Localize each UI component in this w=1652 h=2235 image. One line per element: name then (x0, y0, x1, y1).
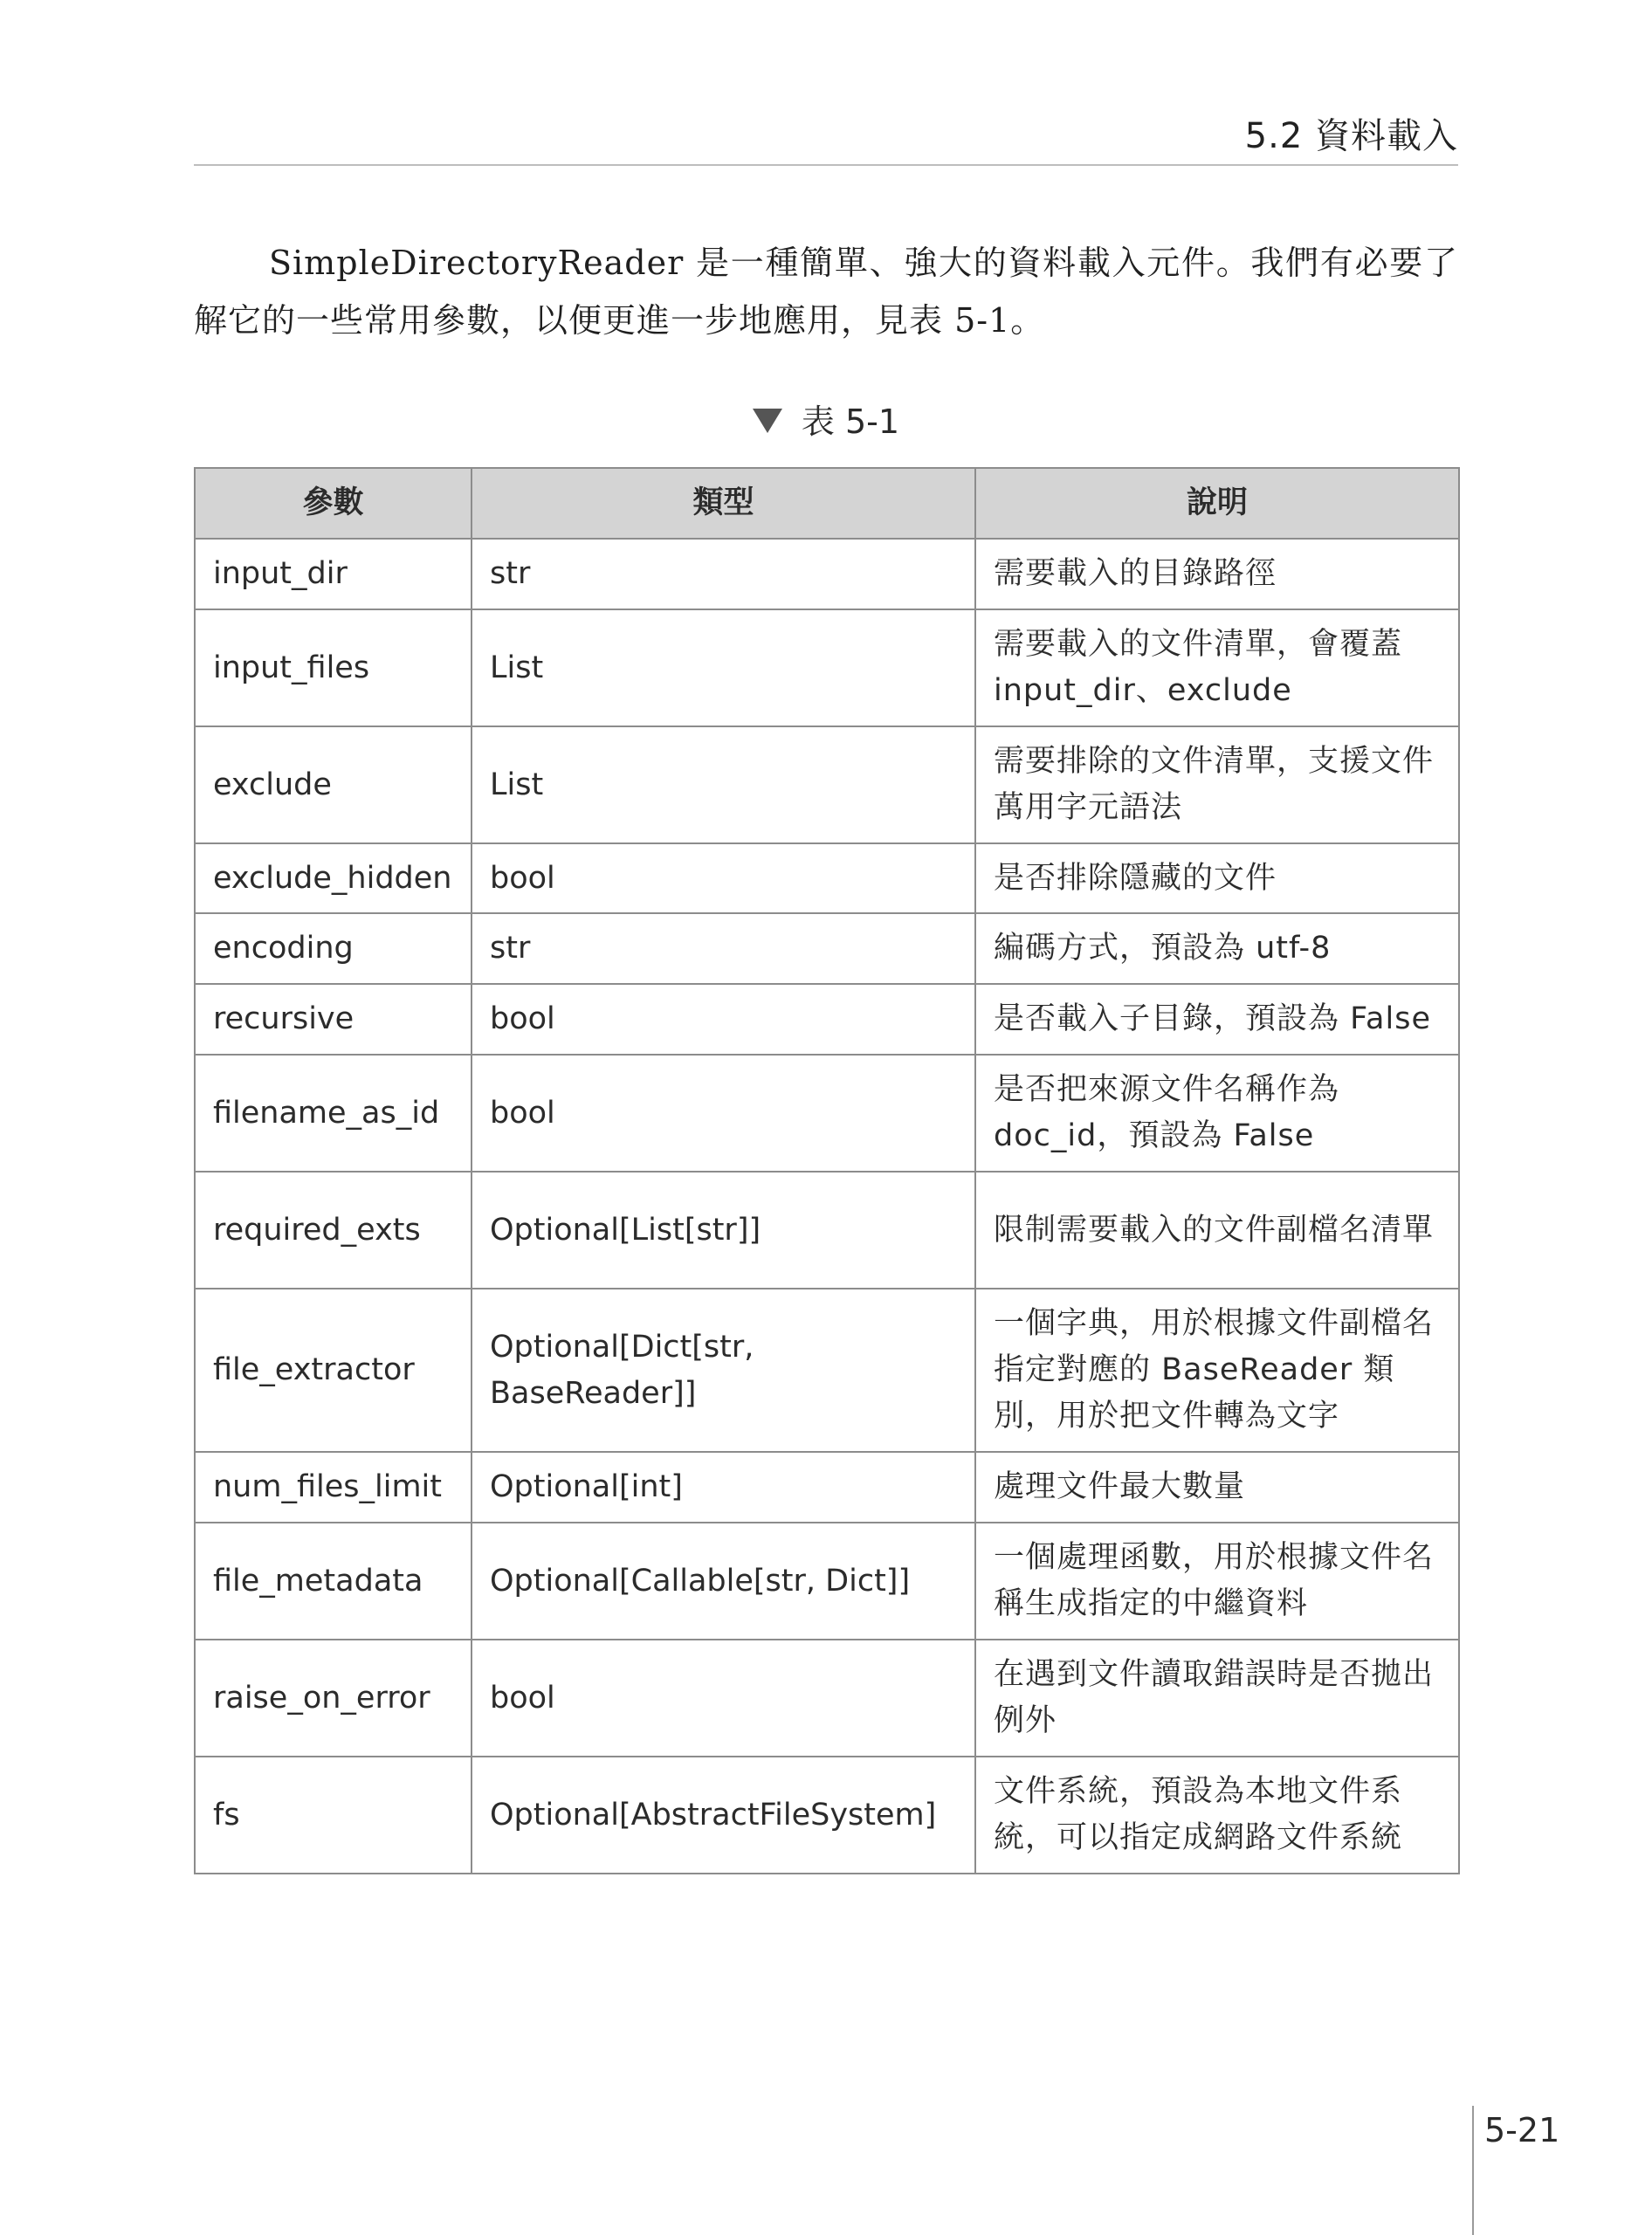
type-cell: Optional[Dict[str, BaseReader]] (472, 1289, 975, 1452)
description-cell: 需要載入的目錄路徑 (975, 539, 1459, 609)
table-row (195, 1452, 1459, 1523)
table-caption-text: 表 5-1 (801, 402, 900, 441)
description-cell: 一個處理函數，用於根據文件名稱生成指定的中繼資料 (975, 1523, 1459, 1640)
param-cell: required_exts (195, 1172, 472, 1289)
table-row (195, 843, 1459, 913)
param-cell: raise_on_error (195, 1640, 472, 1757)
type-cell: List (472, 609, 975, 726)
description-cell: 在遇到文件讀取錯誤時是否拋出例外 (975, 1640, 1459, 1757)
description-cell: 需要載入的文件清單，會覆蓋 input_dir、exclude (975, 609, 1459, 726)
table-caption (194, 395, 1458, 443)
type-cell: bool (472, 1640, 975, 1757)
table-row (195, 1757, 1459, 1874)
type-cell: List (472, 726, 975, 843)
param-cell: recursive (195, 984, 472, 1055)
page-number-divider (1472, 2106, 1474, 2235)
caption-triangle-icon (753, 409, 782, 433)
param-cell: file_metadata (195, 1523, 472, 1640)
table-row (195, 539, 1459, 609)
param-cell: input_dir (195, 539, 472, 609)
type-cell: Optional[Callable[str, Dict]] (472, 1523, 975, 1640)
description-cell: 編碼方式，預設為 utf-8 (975, 913, 1459, 984)
header-param: 參數 (195, 468, 472, 539)
table-row (195, 1640, 1459, 1757)
description-cell: 需要排除的文件清單，支援文件萬用字元語法 (975, 726, 1459, 843)
table-header-row (195, 468, 1459, 539)
section-header-title: 5.2 資料載入 (1244, 116, 1458, 156)
description-cell: 是否把來源文件名稱作為 doc_id，預設為 False (975, 1055, 1459, 1172)
type-cell: bool (472, 843, 975, 913)
param-cell: filename_as_id (195, 1055, 472, 1172)
header-type: 類型 (472, 468, 975, 539)
intro-paragraph: SimpleDirectoryReader 是一種簡單、強大的資料載入元件。我們有必要了解它的一些常用參數，以便更進一步地應用，見表 5-1。 (194, 244, 1458, 340)
description-cell: 是否排除隱藏的文件 (975, 843, 1459, 913)
type-cell: str (472, 539, 975, 609)
table-row (195, 984, 1459, 1055)
param-cell: exclude_hidden (195, 843, 472, 913)
header-description: 說明 (975, 468, 1459, 539)
param-cell: num_files_limit (195, 1452, 472, 1523)
intro-paragraph-block (194, 234, 1458, 349)
table-row (195, 609, 1459, 726)
table-row (195, 726, 1459, 843)
param-cell: exclude (195, 726, 472, 843)
type-cell: bool (472, 1055, 975, 1172)
table-row (195, 1172, 1459, 1289)
description-cell: 一個字典，用於根據文件副檔名指定對應的 BaseReader 類別，用於把文件轉為文字 (975, 1289, 1459, 1452)
table-row (195, 1289, 1459, 1452)
table-row (195, 1055, 1459, 1172)
description-cell: 限制需要載入的文件副檔名清單 (975, 1172, 1459, 1289)
description-cell: 文件系統，預設為本地文件系統，可以指定成網路文件系統 (975, 1757, 1459, 1874)
param-cell: encoding (195, 913, 472, 984)
type-cell: Optional[AbstractFileSystem] (472, 1757, 975, 1874)
table-row (195, 913, 1459, 984)
page-number: 5-21 (1484, 2111, 1560, 2149)
param-cell: file_extractor (195, 1289, 472, 1452)
header-divider (194, 164, 1458, 166)
type-cell: bool (472, 984, 975, 1055)
type-cell: str (472, 913, 975, 984)
description-cell: 處理文件最大數量 (975, 1452, 1459, 1523)
type-cell: Optional[int] (472, 1452, 975, 1523)
parameters-table (194, 467, 1460, 1874)
table-row (195, 1523, 1459, 1640)
type-cell: Optional[List[str]] (472, 1172, 975, 1289)
description-cell: 是否載入子目錄，預設為 False (975, 984, 1459, 1055)
param-cell: input_files (195, 609, 472, 726)
param-cell: fs (195, 1757, 472, 1874)
